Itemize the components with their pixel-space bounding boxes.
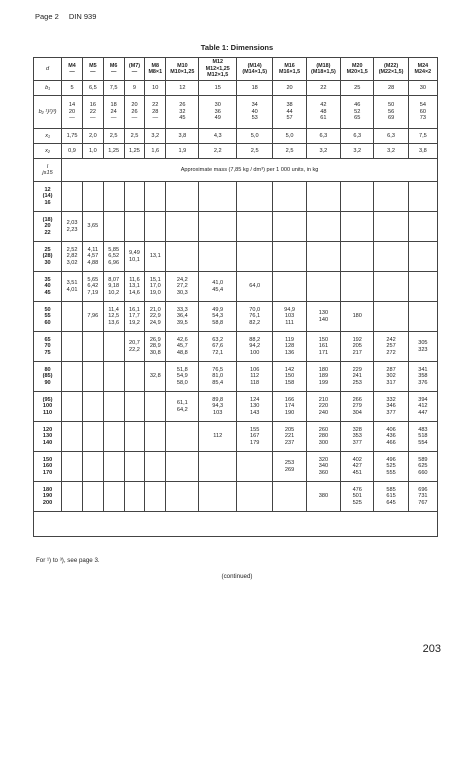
mass-cell: 130 140 xyxy=(306,302,340,332)
table-cell: 22 xyxy=(306,81,340,96)
table-cell: 25 xyxy=(341,81,374,96)
table-cell: 3,8 xyxy=(408,144,437,159)
column-header: M6 — xyxy=(103,58,124,81)
mass-cell xyxy=(306,182,340,212)
table-cell: 20 xyxy=(273,81,306,96)
mass-cell: 24,2 27,2 30,3 xyxy=(166,272,199,302)
mass-cell xyxy=(273,482,306,512)
table-cell: 42 48 61 xyxy=(306,96,340,129)
mass-cell xyxy=(124,182,145,212)
table-cell: 15 xyxy=(199,81,236,96)
table-cell: 10 xyxy=(145,81,166,96)
mass-note: Approximate mass (7,85 kg / dm³) per 1 000 units, in kg xyxy=(62,159,438,182)
mass-cell: 180 189 199 xyxy=(306,362,340,392)
dimension-row xyxy=(34,129,438,144)
table-cell: 20 26 — xyxy=(124,96,145,129)
mass-cell xyxy=(62,332,83,362)
mass-cell: 332 346 377 xyxy=(374,392,408,422)
mass-cell xyxy=(124,482,145,512)
footnote: For ¹) to ³), see page 3. xyxy=(36,557,100,564)
mass-row xyxy=(34,482,438,512)
mass-cell xyxy=(62,452,83,482)
mass-cell: 5,85 6,52 6,96 xyxy=(103,242,124,272)
mass-row xyxy=(34,212,438,242)
mass-cell xyxy=(124,212,145,242)
mass-cell xyxy=(82,452,103,482)
mass-cell: 64,0 xyxy=(236,272,272,302)
table-cell: 3,8 xyxy=(166,129,199,144)
mass-cell xyxy=(145,392,166,422)
mass-cell xyxy=(124,362,145,392)
mass-cell xyxy=(374,242,408,272)
mass-cell xyxy=(408,242,437,272)
mass-cell xyxy=(236,482,272,512)
table-cell: 2,2 xyxy=(199,144,236,159)
mass-cell: 21,0 22,9 24,9 xyxy=(145,302,166,332)
mass-cell xyxy=(374,272,408,302)
table-cell: 2,0 xyxy=(82,129,103,144)
l-label: l js15 xyxy=(34,159,62,182)
mass-cell xyxy=(82,182,103,212)
table-cell: 3,2 xyxy=(341,144,374,159)
mass-cell xyxy=(62,302,83,332)
mass-cell: 3,51 4,01 xyxy=(62,272,83,302)
mass-cell xyxy=(273,272,306,302)
mass-cell xyxy=(103,452,124,482)
table-cell: 3,2 xyxy=(374,144,408,159)
column-header: M20 M20×1,5 xyxy=(341,58,374,81)
table-cell: 7,5 xyxy=(408,129,437,144)
mass-cell xyxy=(145,182,166,212)
mass-cell xyxy=(62,362,83,392)
mass-cell: 150 161 171 xyxy=(306,332,340,362)
table-cell: 2,5 xyxy=(236,144,272,159)
table-cell: 1,25 xyxy=(124,144,145,159)
mass-cell: 394 412 447 xyxy=(408,392,437,422)
mass-cell xyxy=(62,392,83,422)
table-cell: 1,9 xyxy=(166,144,199,159)
mass-cell: 32,8 xyxy=(145,362,166,392)
length-cell: 35 40 45 xyxy=(34,272,62,302)
table-cell: 2,5 xyxy=(124,129,145,144)
header-row xyxy=(34,58,438,81)
table-cell: 14 20 — xyxy=(62,96,83,129)
mass-note-row xyxy=(34,159,438,182)
mass-cell xyxy=(236,212,272,242)
mass-cell xyxy=(408,272,437,302)
mass-cell: 88,2 94,2 100 xyxy=(236,332,272,362)
mass-row xyxy=(34,302,438,332)
mass-cell: 696 731 767 xyxy=(408,482,437,512)
column-header: (M22) (M22×1,5) xyxy=(374,58,408,81)
mass-row xyxy=(34,422,438,452)
mass-cell xyxy=(236,182,272,212)
mass-cell: 51,8 54,9 58,0 xyxy=(166,362,199,392)
mass-cell: 287 302 317 xyxy=(374,362,408,392)
mass-cell xyxy=(62,182,83,212)
table-cell: 16 22 — xyxy=(82,96,103,129)
table-cell: 46 52 65 xyxy=(341,96,374,129)
mass-cell xyxy=(145,482,166,512)
row-label: b₁ xyxy=(34,81,62,96)
mass-cell xyxy=(374,212,408,242)
mass-cell: 63,2 67,6 72,1 xyxy=(199,332,236,362)
mass-cell xyxy=(62,422,83,452)
mass-cell: 42,6 45,7 48,8 xyxy=(166,332,199,362)
mass-cell xyxy=(306,272,340,302)
mass-cell: 4,11 4,57 4,88 xyxy=(82,242,103,272)
mass-row xyxy=(34,182,438,212)
table-cell: 6,3 xyxy=(374,129,408,144)
mass-cell xyxy=(124,422,145,452)
mass-cell: 49,9 54,3 58,8 xyxy=(199,302,236,332)
mass-cell: 320 340 360 xyxy=(306,452,340,482)
mass-cell: 2,03 2,23 xyxy=(62,212,83,242)
mass-cell xyxy=(236,452,272,482)
mass-cell: 589 625 660 xyxy=(408,452,437,482)
mass-cell: 192 205 217 xyxy=(341,332,374,362)
mass-cell xyxy=(145,422,166,452)
mass-cell: 41,0 45,4 xyxy=(199,272,236,302)
table-cell: 1,25 xyxy=(103,144,124,159)
table-cell: 34 40 53 xyxy=(236,96,272,129)
mass-cell: 305 323 xyxy=(408,332,437,362)
footnote-row xyxy=(34,512,438,537)
column-header: M12 M12×1,25 M12×1,5 xyxy=(199,58,236,81)
mass-cell: 142 150 158 xyxy=(273,362,306,392)
mass-cell: 266 279 304 xyxy=(341,392,374,422)
mass-cell: 380 xyxy=(306,482,340,512)
mass-cell: 8,07 9,18 10,2 xyxy=(103,272,124,302)
mass-cell xyxy=(341,242,374,272)
column-header: M8 M8×1 xyxy=(145,58,166,81)
mass-cell xyxy=(166,422,199,452)
mass-cell: 205 221 237 xyxy=(273,422,306,452)
dimension-row xyxy=(34,144,438,159)
mass-cell: 7,96 xyxy=(82,302,103,332)
mass-cell xyxy=(124,392,145,422)
mass-cell xyxy=(82,332,103,362)
table-cell: 6,3 xyxy=(341,129,374,144)
dimension-row xyxy=(34,81,438,96)
mass-cell xyxy=(341,272,374,302)
mass-cell xyxy=(82,422,103,452)
mass-cell: 476 501 525 xyxy=(341,482,374,512)
column-header: M10 M10×1,25 xyxy=(166,58,199,81)
mass-cell xyxy=(103,482,124,512)
mass-cell: 3,65 xyxy=(82,212,103,242)
mass-cell: 11,6 13,1 14,6 xyxy=(124,272,145,302)
mass-cell: 61,1 64,2 xyxy=(166,392,199,422)
table-cell: 1,75 xyxy=(62,129,83,144)
mass-cell: 229 241 253 xyxy=(341,362,374,392)
mass-cell xyxy=(166,242,199,272)
mass-cell xyxy=(408,302,437,332)
standard-label: DIN 939 xyxy=(68,12,97,21)
column-header: M16 M16×1,5 xyxy=(273,58,306,81)
mass-cell: 70,0 76,1 82,2 xyxy=(236,302,272,332)
page-header xyxy=(35,12,104,21)
mass-cell xyxy=(166,452,199,482)
mass-cell xyxy=(374,182,408,212)
mass-cell: 402 427 451 xyxy=(341,452,374,482)
row-label: x₁ xyxy=(34,129,62,144)
mass-cell xyxy=(199,182,236,212)
table-cell: 5 xyxy=(62,81,83,96)
mass-cell xyxy=(166,182,199,212)
column-header: M4 — xyxy=(62,58,83,81)
mass-row xyxy=(34,392,438,422)
mass-cell xyxy=(145,212,166,242)
mass-cell xyxy=(199,242,236,272)
mass-cell: 11,4 12,5 13,6 xyxy=(103,302,124,332)
page-label: Page 2 xyxy=(35,12,59,21)
length-cell: 180 190 200 xyxy=(34,482,62,512)
table-cell: 22 28 — xyxy=(145,96,166,129)
table-cell: 2,5 xyxy=(273,144,306,159)
row-label: x₂ xyxy=(34,144,62,159)
mass-cell: 89,8 94,3 103 xyxy=(199,392,236,422)
mass-cell xyxy=(166,482,199,512)
row-label: b₂ ¹)²)³) xyxy=(34,96,62,129)
table-cell: 7,5 xyxy=(103,81,124,96)
mass-cell: 155 167 179 xyxy=(236,422,272,452)
mass-cell: 13,1 xyxy=(145,242,166,272)
table-cell: 3,2 xyxy=(145,129,166,144)
mass-cell xyxy=(306,212,340,242)
mass-cell: 483 518 554 xyxy=(408,422,437,452)
mass-cell xyxy=(199,212,236,242)
column-header: (M18) (M18×1,5) xyxy=(306,58,340,81)
mass-cell xyxy=(273,242,306,272)
length-cell: 12 (14) 16 xyxy=(34,182,62,212)
table-cell: 5,0 xyxy=(273,129,306,144)
mass-cell xyxy=(82,392,103,422)
column-header: M5 — xyxy=(82,58,103,81)
table-cell: 6,3 xyxy=(306,129,340,144)
mass-cell xyxy=(273,182,306,212)
mass-row xyxy=(34,452,438,482)
table-cell: 38 44 57 xyxy=(273,96,306,129)
table-cell: 9 xyxy=(124,81,145,96)
table-cell: 6,5 xyxy=(82,81,103,96)
length-cell: (18) 20 22 xyxy=(34,212,62,242)
mass-cell xyxy=(103,212,124,242)
length-cell: 65 70 75 xyxy=(34,332,62,362)
table-cell: 18 xyxy=(236,81,272,96)
mass-cell xyxy=(408,212,437,242)
table-cell: 12 xyxy=(166,81,199,96)
mass-cell xyxy=(82,482,103,512)
mass-cell: 106 112 118 xyxy=(236,362,272,392)
mass-cell: 496 525 555 xyxy=(374,452,408,482)
mass-cell xyxy=(145,452,166,482)
page-number: 203 xyxy=(422,643,441,655)
table-cell: 54 60 73 xyxy=(408,96,437,129)
mass-cell: 20,7 22,2 xyxy=(124,332,145,362)
table-cell: 0,9 xyxy=(62,144,83,159)
mass-cell: 210 220 240 xyxy=(306,392,340,422)
mass-cell: 15,1 17,0 19,0 xyxy=(145,272,166,302)
mass-cell: 341 358 376 xyxy=(408,362,437,392)
mass-cell: 260 280 300 xyxy=(306,422,340,452)
mass-cell: 5,65 6,42 7,19 xyxy=(82,272,103,302)
mass-cell xyxy=(103,392,124,422)
table-cell: 50 56 69 xyxy=(374,96,408,129)
mass-cell xyxy=(82,362,103,392)
mass-row xyxy=(34,242,438,272)
length-cell: 80 (85) 90 xyxy=(34,362,62,392)
mass-cell: 166 174 190 xyxy=(273,392,306,422)
length-cell: 120 130 140 xyxy=(34,422,62,452)
mass-row xyxy=(34,272,438,302)
mass-cell: 406 436 466 xyxy=(374,422,408,452)
mass-cell: 26,9 28,9 30,8 xyxy=(145,332,166,362)
mass-row xyxy=(34,362,438,392)
table-cell: 18 24 — xyxy=(103,96,124,129)
mass-cell xyxy=(103,362,124,392)
mass-cell: 16,1 17,7 19,2 xyxy=(124,302,145,332)
mass-cell xyxy=(103,422,124,452)
mass-cell: 328 353 377 xyxy=(341,422,374,452)
table-cell: 30 xyxy=(408,81,437,96)
footnote-cell xyxy=(34,512,438,537)
mass-cell xyxy=(62,482,83,512)
mass-cell: 119 128 136 xyxy=(273,332,306,362)
mass-cell: 76,5 81,0 85,4 xyxy=(199,362,236,392)
mass-row xyxy=(34,332,438,362)
mass-cell xyxy=(103,332,124,362)
column-header: M24 M24×2 xyxy=(408,58,437,81)
table-cell: 26 32 45 xyxy=(166,96,199,129)
mass-cell: 2,52 2,82 3,02 xyxy=(62,242,83,272)
mass-cell xyxy=(306,242,340,272)
mass-cell xyxy=(199,452,236,482)
table-body xyxy=(34,58,438,537)
mass-cell: 180 xyxy=(341,302,374,332)
mass-cell xyxy=(199,482,236,512)
column-header: (M7) — xyxy=(124,58,145,81)
mass-cell: 33,3 36,4 39,5 xyxy=(166,302,199,332)
dimension-row xyxy=(34,96,438,129)
mass-cell xyxy=(374,302,408,332)
mass-cell xyxy=(408,182,437,212)
table-cell: 28 xyxy=(374,81,408,96)
dimensions-table xyxy=(33,57,438,537)
length-cell: 50 55 60 xyxy=(34,302,62,332)
table-cell: 30 36 49 xyxy=(199,96,236,129)
length-cell: 150 160 170 xyxy=(34,452,62,482)
table-cell: 1,0 xyxy=(82,144,103,159)
mass-cell xyxy=(341,182,374,212)
column-header: (M14) (M14×1,5) xyxy=(236,58,272,81)
mass-cell: 242 257 272 xyxy=(374,332,408,362)
mass-cell: 124 130 143 xyxy=(236,392,272,422)
continued-note: (continued) xyxy=(221,573,253,580)
mass-cell xyxy=(341,212,374,242)
mass-cell: 585 615 645 xyxy=(374,482,408,512)
mass-cell: 94,9 103 111 xyxy=(273,302,306,332)
mass-cell xyxy=(166,212,199,242)
table-cell: 1,6 xyxy=(145,144,166,159)
table-cell: 4,3 xyxy=(199,129,236,144)
d-label: d xyxy=(34,58,62,81)
mass-cell xyxy=(273,212,306,242)
mass-cell: 253 269 xyxy=(273,452,306,482)
table-cell: 2,5 xyxy=(103,129,124,144)
mass-cell xyxy=(236,242,272,272)
mass-cell xyxy=(124,452,145,482)
table-title: Table 1: Dimensions xyxy=(200,43,274,52)
mass-cell: 112 xyxy=(199,422,236,452)
length-cell: 25 (28) 30 xyxy=(34,242,62,272)
table-cell: 5,0 xyxy=(236,129,272,144)
mass-cell: 9,49 10,1 xyxy=(124,242,145,272)
table-cell: 3,2 xyxy=(306,144,340,159)
length-cell: (95) 100 110 xyxy=(34,392,62,422)
mass-cell xyxy=(103,182,124,212)
